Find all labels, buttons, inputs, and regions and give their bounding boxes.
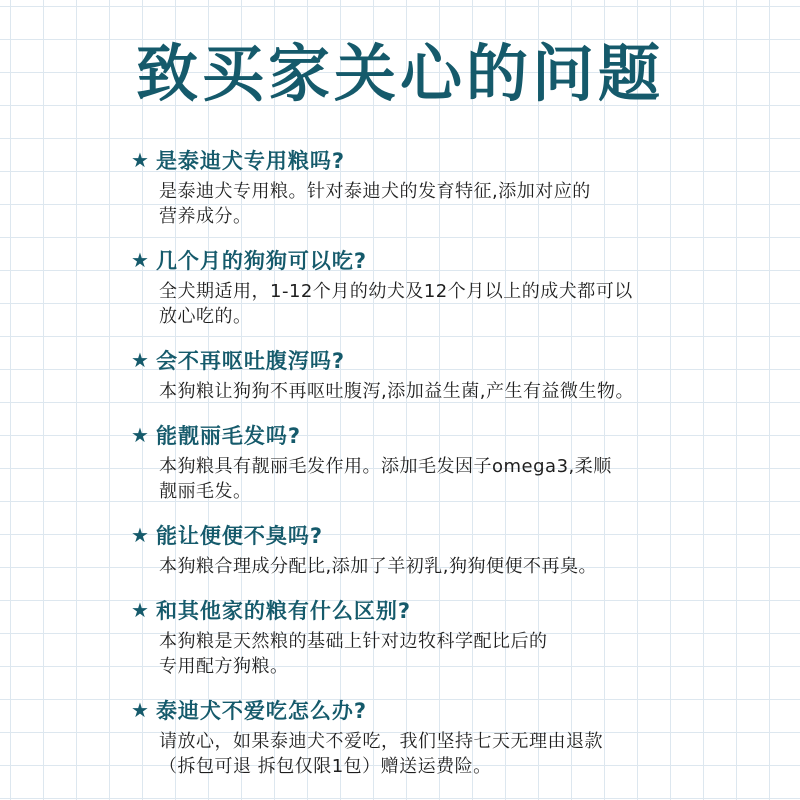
star-icon: ★ [131, 348, 150, 372]
faq-answer-line: 营养成分。 [159, 206, 252, 227]
faq-item [131, 418, 751, 504]
faq-question-text: 能让便便不臭吗? [155, 524, 324, 548]
faq-answer-line: 全犬期适用，1-12个月的幼犬及12个月以上的成犬都可以 [159, 281, 633, 302]
faq-answer [159, 279, 751, 329]
star-icon: ★ [131, 598, 150, 622]
faq-item [131, 693, 751, 779]
faq-answer [159, 729, 751, 779]
faq-answer-line: 本狗粮具有靓丽毛发作用。添加毛发因子omega3,柔顺 [159, 456, 612, 477]
faq-answer-line: 本狗粮让狗狗不再呕吐腹泻,添加益生菌,产生有益微生物。 [159, 381, 634, 402]
faq-question [131, 518, 751, 552]
faq-question-text: 能靓丽毛发吗? [155, 424, 302, 448]
faq-answer [159, 179, 751, 229]
faq-question [131, 693, 751, 727]
faq-answer [159, 554, 751, 579]
faq-answer-line: 本狗粮合理成分配比,添加了羊初乳,狗狗便便不再臭。 [159, 556, 597, 577]
star-icon: ★ [131, 148, 150, 172]
faq-answer-line: 专用配方狗粮。 [159, 656, 289, 677]
faq-answer [159, 629, 751, 679]
faq-question [131, 593, 751, 627]
faq-list [131, 143, 751, 793]
faq-question [131, 343, 751, 377]
faq-question-text: 几个月的狗狗可以吃? [155, 249, 368, 273]
faq-answer-line: 请放心，如果泰迪犬不爱吃，我们坚持七天无理由退款 [159, 731, 603, 752]
faq-question-text: 泰迪犬不爱吃怎么办? [155, 699, 368, 723]
faq-item [131, 143, 751, 229]
faq-question-text: 会不再呕吐腹泻吗? [155, 349, 346, 373]
faq-question-text: 是泰迪犬专用粮吗? [155, 149, 346, 173]
page-title: 致买家关心的问题 [135, 37, 664, 110]
faq-answer [159, 379, 751, 404]
star-icon: ★ [131, 698, 150, 722]
faq-answer-line: 靓丽毛发。 [159, 481, 252, 502]
faq-answer-line: 本狗粮是天然粮的基础上针对边牧科学配比后的 [159, 631, 548, 652]
star-icon: ★ [131, 248, 150, 272]
faq-question-text: 和其他家的粮有什么区别? [155, 599, 412, 623]
faq-item [131, 343, 751, 404]
faq-question [131, 143, 751, 177]
star-icon: ★ [131, 423, 150, 447]
faq-answer-line: （拆包可退 拆包仅限1包）赠送运费险。 [159, 756, 492, 777]
faq-item [131, 518, 751, 579]
faq-item [131, 593, 751, 679]
faq-answer-line: 放心吃的。 [159, 306, 252, 327]
faq-answer [159, 454, 751, 504]
faq-question [131, 243, 751, 277]
faq-answer-line: 是泰迪犬专用粮。针对泰迪犬的发育特征,添加对应的 [159, 181, 591, 202]
star-icon: ★ [131, 523, 150, 547]
faq-question [131, 418, 751, 452]
faq-item [131, 243, 751, 329]
